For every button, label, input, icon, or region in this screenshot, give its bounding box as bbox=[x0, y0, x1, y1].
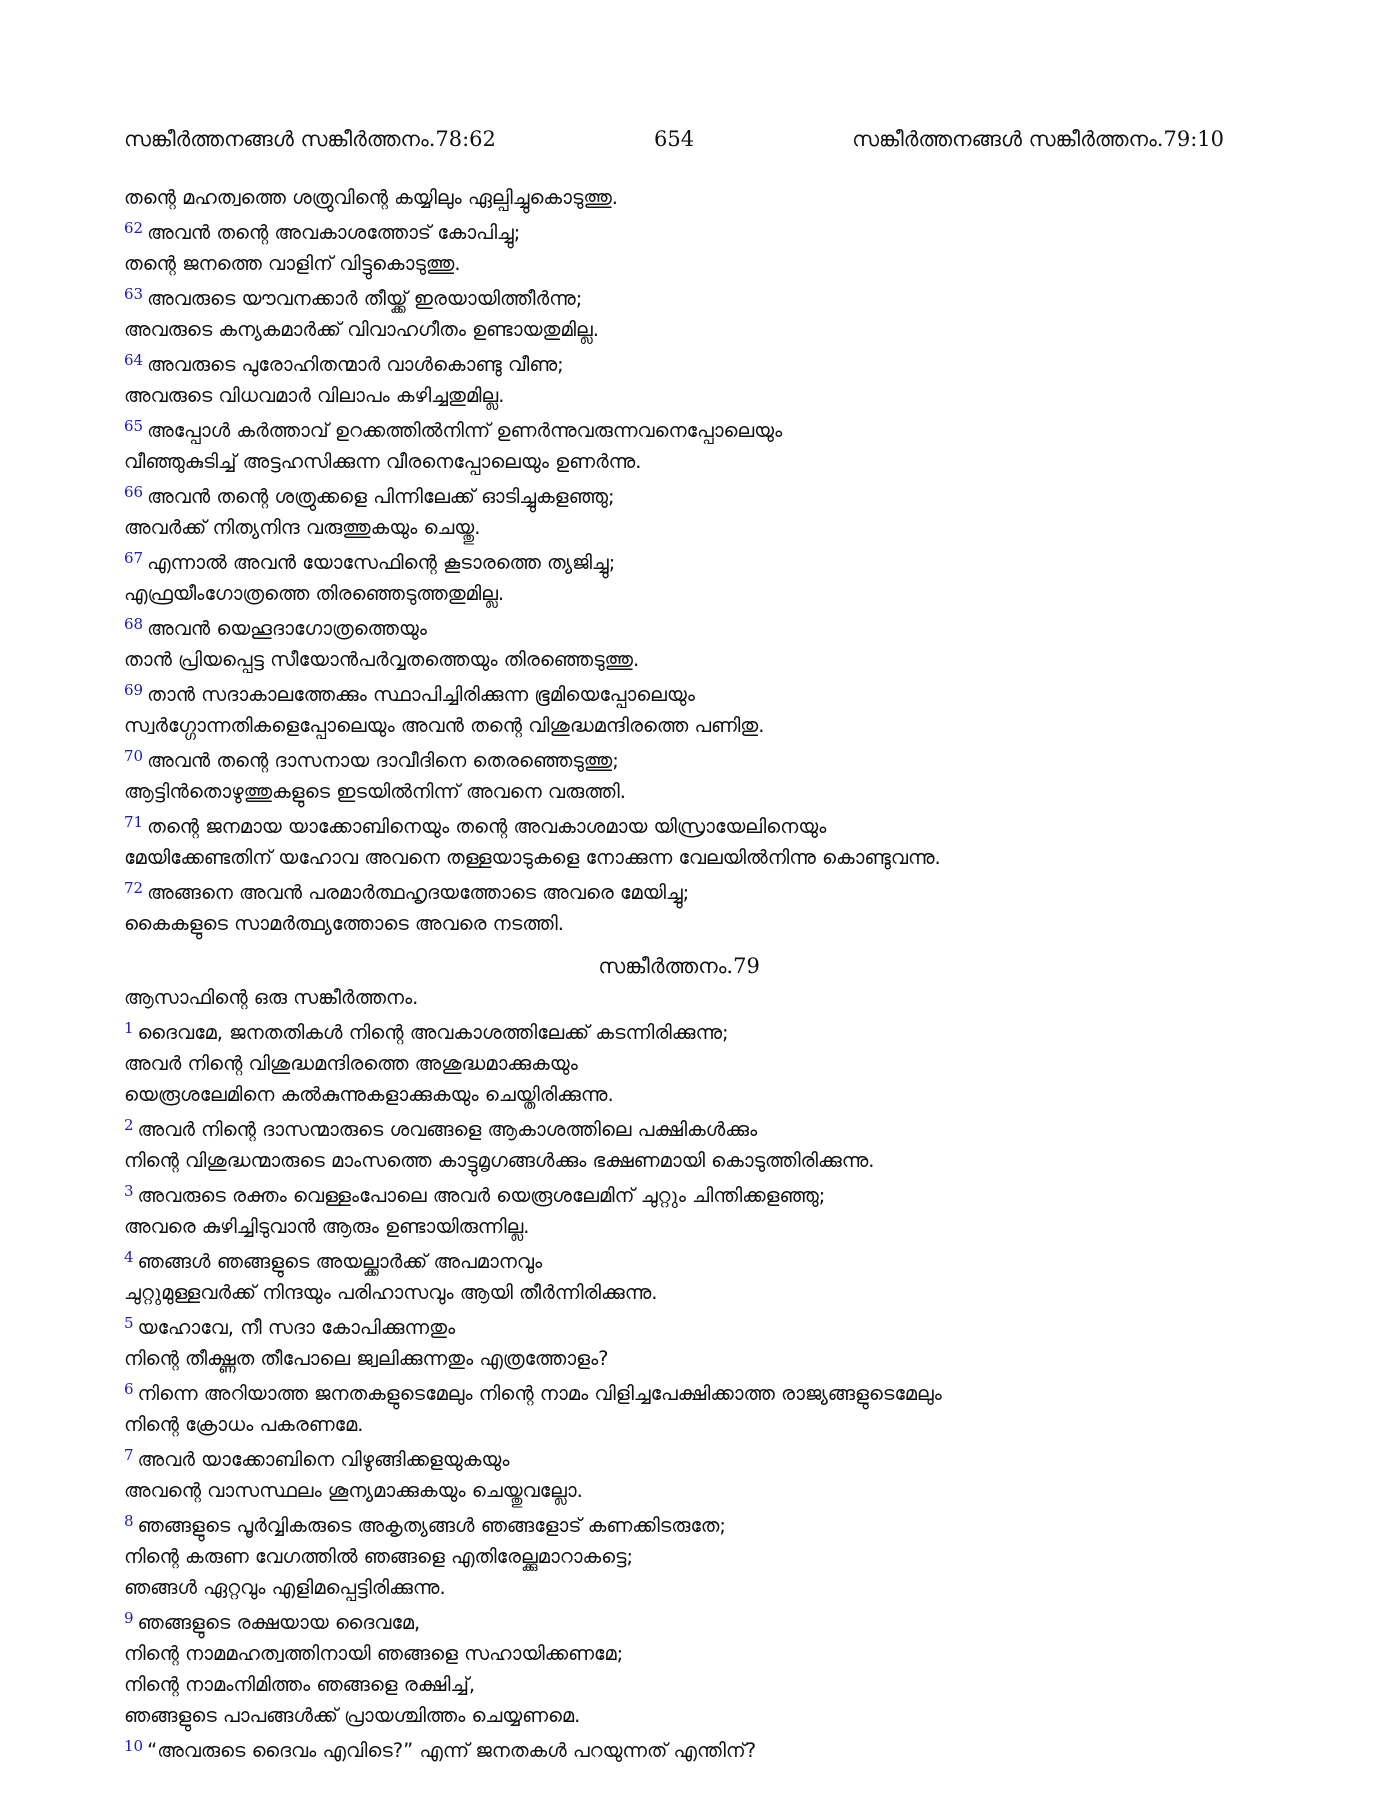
verse-text: അവരെ കുഴിച്ചിടുവാൻ ആരും ഉണ്ടായിരുന്നില്ല. bbox=[124, 1215, 530, 1238]
verse-line bbox=[124, 675, 1234, 710]
verse-text: അവൻ യെഹൂദാഗോത്രത്തെയും bbox=[147, 617, 427, 640]
verse-number: 68 bbox=[124, 615, 144, 633]
verse-text: അവൻ തന്റെ ദാസനായ ദാവീദിനെ തെരഞ്ഞെടുത്തു; bbox=[147, 749, 619, 772]
verse-number: 1 bbox=[124, 1019, 134, 1037]
verse-line bbox=[124, 1440, 1234, 1475]
verse-line bbox=[124, 1308, 1234, 1343]
verse-line bbox=[124, 1700, 1234, 1731]
verse-number: 3 bbox=[124, 1182, 134, 1200]
verse-number: 64 bbox=[124, 351, 144, 369]
verse-text: അവരുടെ രക്തം വെള്ളംപോലെ അവർ യെരൂശലേമിന് ചുറ്റും ചിന്തിക്കളഞ്ഞു; bbox=[137, 1184, 826, 1207]
verse-text: നിന്റെ ക്രോധം പകരണമേ. bbox=[124, 1413, 364, 1436]
verse-number: 8 bbox=[124, 1512, 134, 1530]
verse-text: ഞങ്ങൾ ഏറ്റവും എളിമപ്പെട്ടിരിക്കുന്നു. bbox=[124, 1576, 446, 1599]
verse-line bbox=[124, 248, 1234, 279]
verse-text: വീഞ്ഞുകുടിച്ച് അട്ടഹസിക്കുന്ന വീരനെപ്പോലെയും ഉണർന്നു. bbox=[124, 450, 642, 473]
verse-text: നിന്റെ കരുണ വേഗത്തിൽ ഞങ്ങളെ എതിരേല്ക്കുമാറാകട്ടെ; bbox=[124, 1545, 634, 1568]
verse-number: 69 bbox=[124, 681, 144, 699]
verse-line bbox=[124, 908, 1234, 939]
verse-line bbox=[124, 182, 1234, 213]
verse-text: നിന്റെ നാമംനിമിത്തം ഞങ്ങളെ രക്ഷിച്ച്, bbox=[124, 1673, 476, 1696]
verse-line bbox=[124, 1409, 1234, 1440]
verse-number: 7 bbox=[124, 1446, 134, 1464]
verse-line bbox=[124, 446, 1234, 477]
psalm-78-continuation bbox=[124, 182, 1234, 939]
verse-line bbox=[124, 776, 1234, 807]
verse-line bbox=[124, 842, 1234, 873]
verse-line bbox=[124, 1110, 1234, 1145]
verse-line bbox=[124, 213, 1234, 248]
verse-text: “അവരുടെ ദൈവം എവിടെ?” എന്ന് ജനതകൾ പറയുന്നത് എന്തിന്? bbox=[147, 1739, 757, 1762]
verse-text: എഫ്രയീംഗോത്രത്തെ തിരഞ്ഞെടുത്തതുമില്ല. bbox=[124, 582, 505, 605]
verse-line bbox=[124, 710, 1234, 741]
verse-text: നിന്നെ അറിയാത്ത ജനതകളുടെമേലും നിന്റെ നാമം വിളിച്ചപേക്ഷിക്കാത്ത രാജ്യങ്ങളുടെമേലും bbox=[137, 1382, 942, 1405]
verse-text: അപ്പോൾ കർത്താവ് ഉറക്കത്തിൽനിന്ന് ഉണർന്നുവരുന്നവനെപ്പോലെയും bbox=[147, 419, 783, 442]
verse-line bbox=[124, 345, 1234, 380]
verse-line bbox=[124, 873, 1234, 908]
running-header bbox=[124, 127, 1224, 161]
verse-text: ചുറ്റുമുള്ളവർക്ക് നിന്ദയും പരിഹാസവും ആയി തീർന്നിരിക്കുന്നു. bbox=[124, 1281, 658, 1304]
verse-line bbox=[124, 1506, 1234, 1541]
verse-number: 66 bbox=[124, 483, 144, 501]
verse-line bbox=[124, 1079, 1234, 1110]
verse-line bbox=[124, 1277, 1234, 1308]
verse-number: 62 bbox=[124, 219, 144, 237]
verse-line bbox=[124, 807, 1234, 842]
verse-line bbox=[124, 644, 1234, 675]
document-body bbox=[124, 182, 1234, 1766]
verse-line bbox=[124, 1475, 1234, 1506]
verse-number: 72 bbox=[124, 879, 144, 897]
verse-text: അവൻ തന്റെ ശത്രുക്കളെ പിന്നിലേക്ക് ഓടിച്ചുകളഞ്ഞു; bbox=[147, 485, 615, 508]
verse-line bbox=[124, 1638, 1234, 1669]
verse-line bbox=[124, 1572, 1234, 1603]
verse-text: ആസാഫിന്റെ ഒരു സങ്കീർത്തനം. bbox=[124, 986, 419, 1009]
verse-text: ആട്ടിൻതൊഴുത്തുകളുടെ ഇടയിൽനിന്ന് അവനെ വരുത്തി. bbox=[124, 780, 626, 803]
verse-text: മേയിക്കേണ്ടതിന് യഹോവ അവനെ തള്ളയാടുകളെ നോക്കുന്ന വേലയിൽനിന്നു കൊണ്ടുവന്നു. bbox=[124, 846, 941, 869]
verse-text: തന്റെ മഹത്വത്തെ ശത്രുവിന്റെ കയ്യിലും ഏല്പിച്ചുകൊടുത്തു. bbox=[124, 186, 619, 209]
verse-line bbox=[124, 1211, 1234, 1242]
verse-text: നിന്റെ നാമമഹത്വത്തിനായി ഞങ്ങളെ സഹായിക്കണമേ; bbox=[124, 1642, 624, 1665]
verse-line bbox=[124, 1541, 1234, 1572]
verse-text: ഞങ്ങളുടെ പൂർവ്വികരുടെ അകൃത്യങ്ങൾ ഞങ്ങളോട് കണക്കിടരുതേ; bbox=[137, 1514, 726, 1537]
verse-line bbox=[124, 1176, 1234, 1211]
verse-text: അവരുടെ കന്യകമാർക്ക് വിവാഹഗീതം ഉണ്ടായതുമില്ല. bbox=[124, 318, 599, 341]
verse-line bbox=[124, 279, 1234, 314]
verse-text: അവന്റെ വാസസ്ഥലം ശൂന്യമാക്കുകയും ചെയ്തുവല്ലോ. bbox=[124, 1479, 583, 1502]
page-number: 654 bbox=[654, 127, 695, 151]
verse-text: അവരുടെ യൗവനക്കാർ തീയ്ക്ക് ഇരയായിത്തീർന്നു; bbox=[147, 287, 583, 310]
verse-text: യഹോവേ, നീ സദാ കോപിക്കുന്നതും bbox=[137, 1316, 456, 1339]
header-right-reference: സങ്കീർത്തനങ്ങൾ സങ്കീർത്തനം.79:10 bbox=[852, 127, 1224, 151]
verse-line bbox=[124, 1048, 1234, 1079]
verse-line bbox=[124, 477, 1234, 512]
verse-line bbox=[124, 609, 1234, 644]
verse-number: 9 bbox=[124, 1609, 134, 1627]
verse-line bbox=[124, 314, 1234, 345]
verse-text: അവർക്ക് നിത്യനിന്ദ വരുത്തുകയും ചെയ്തു. bbox=[124, 516, 481, 539]
psalm-79 bbox=[124, 982, 1234, 1766]
verse-line bbox=[124, 1145, 1234, 1176]
verse-text: നിന്റെ തീക്ഷ്ണത തീപോലെ ജ്വലിക്കുന്നതും എത്രത്തോളം? bbox=[124, 1347, 609, 1370]
verse-line bbox=[124, 741, 1234, 776]
verse-line bbox=[124, 1013, 1234, 1048]
verse-line bbox=[124, 1343, 1234, 1374]
verse-number: 70 bbox=[124, 747, 144, 765]
header-left-reference: സങ്കീർത്തനങ്ങൾ സങ്കീർത്തനം.78:62 bbox=[124, 127, 496, 151]
verse-line bbox=[124, 578, 1234, 609]
verse-number: 4 bbox=[124, 1248, 134, 1266]
verse-text: അവൻ തന്റെ അവകാശത്തോട് കോപിച്ചു; bbox=[147, 221, 521, 244]
verse-line bbox=[124, 1242, 1234, 1277]
verse-text: അവർ നിന്റെ ദാസന്മാരുടെ ശവങ്ങളെ ആകാശത്തിലെ പക്ഷികൾക്കും bbox=[137, 1118, 758, 1141]
verse-text: അവരുടെ പുരോഹിതന്മാർ വാൾകൊണ്ടു വീണു; bbox=[147, 353, 564, 376]
verse-text: അവർ നിന്റെ വിശുദ്ധമന്ദിരത്തെ അശുദ്ധമാക്കുകയും bbox=[124, 1052, 578, 1075]
verse-text: നിന്റെ വിശുദ്ധന്മാരുടെ മാംസത്തെ കാട്ടുമൃഗങ്ങൾക്കും ഭക്ഷണമായി കൊടുത്തിരിക്കുന്നു. bbox=[124, 1149, 875, 1172]
verse-text: അങ്ങനെ അവൻ പരമാർത്ഥഹൃദയത്തോടെ അവരെ മേയിച്ചു; bbox=[147, 881, 690, 904]
verse-number: 67 bbox=[124, 549, 144, 567]
verse-line bbox=[124, 543, 1234, 578]
verse-number: 65 bbox=[124, 417, 144, 435]
verse-text: തന്റെ ജനമായ യാക്കോബിനെയും തന്റെ അവകാശമായ യിസ്രായേലിനെയും bbox=[147, 815, 827, 838]
verse-text: കൈകളുടെ സാമർത്ഥ്യത്തോടെ അവരെ നടത്തി. bbox=[124, 912, 564, 935]
verse-text: ദൈവമേ, ജനതതികൾ നിന്റെ അവകാശത്തിലേക്ക് കടന്നിരിക്കുന്നു; bbox=[137, 1021, 729, 1044]
verse-line bbox=[124, 380, 1234, 411]
verse-line bbox=[124, 982, 1234, 1013]
verse-text: ഞങ്ങളുടെ രക്ഷയായ ദൈവമേ, bbox=[137, 1611, 421, 1634]
verse-line bbox=[124, 1669, 1234, 1700]
verse-number: 2 bbox=[124, 1116, 134, 1134]
verse-line bbox=[124, 1731, 1234, 1766]
verse-line bbox=[124, 512, 1234, 543]
verse-text: അവർ യാക്കോബിനെ വിഴുങ്ങിക്കളയുകയും bbox=[137, 1448, 510, 1471]
verse-number: 10 bbox=[124, 1737, 144, 1755]
verse-text: താൻ പ്രിയപ്പെട്ട സീയോൻപർവ്വതത്തെയും തിരഞ്ഞെടുത്തു. bbox=[124, 648, 640, 671]
verse-number: 5 bbox=[124, 1314, 134, 1332]
verse-number: 71 bbox=[124, 813, 144, 831]
verse-text: അവരുടെ വിധവമാർ വിലാപം കഴിച്ചതുമില്ല. bbox=[124, 384, 505, 407]
verse-text: ഞങ്ങൾ ഞങ്ങളുടെ അയല്ക്കാർക്ക് അപമാനവും bbox=[137, 1250, 543, 1273]
verse-text: യെരൂശലേമിനെ കൽകുന്നുകളാക്കുകയും ചെയ്തിരിക്കുന്നു. bbox=[124, 1083, 614, 1106]
verse-line bbox=[124, 1603, 1234, 1638]
verse-number: 63 bbox=[124, 285, 144, 303]
verse-text: തന്റെ ജനത്തെ വാളിന് വിട്ടുകൊടുത്തു. bbox=[124, 252, 461, 275]
verse-text: താൻ സദാകാലത്തേക്കും സ്ഥാപിച്ചിരിക്കുന്ന ഭൂമിയെപ്പോലെയും bbox=[147, 683, 695, 706]
chapter-heading: സങ്കീർത്തനം.79 bbox=[598, 954, 760, 978]
verse-number: 6 bbox=[124, 1380, 134, 1398]
verse-text: എന്നാൽ അവൻ യോസേഫിന്റെ കൂടാരത്തെ ത്യജിച്ചു; bbox=[147, 551, 616, 574]
verse-line bbox=[124, 411, 1234, 446]
verse-text: ഞങ്ങളുടെ പാപങ്ങൾക്ക് പ്രായശ്ചിത്തം ചെയ്യണമെ. bbox=[124, 1704, 581, 1727]
verse-text: സ്വർഗ്ഗോന്നതികളെപ്പോലെയും അവൻ തന്റെ വിശുദ്ധമന്ദിരത്തെ പണിതു. bbox=[124, 714, 765, 737]
verse-line bbox=[124, 1374, 1234, 1409]
